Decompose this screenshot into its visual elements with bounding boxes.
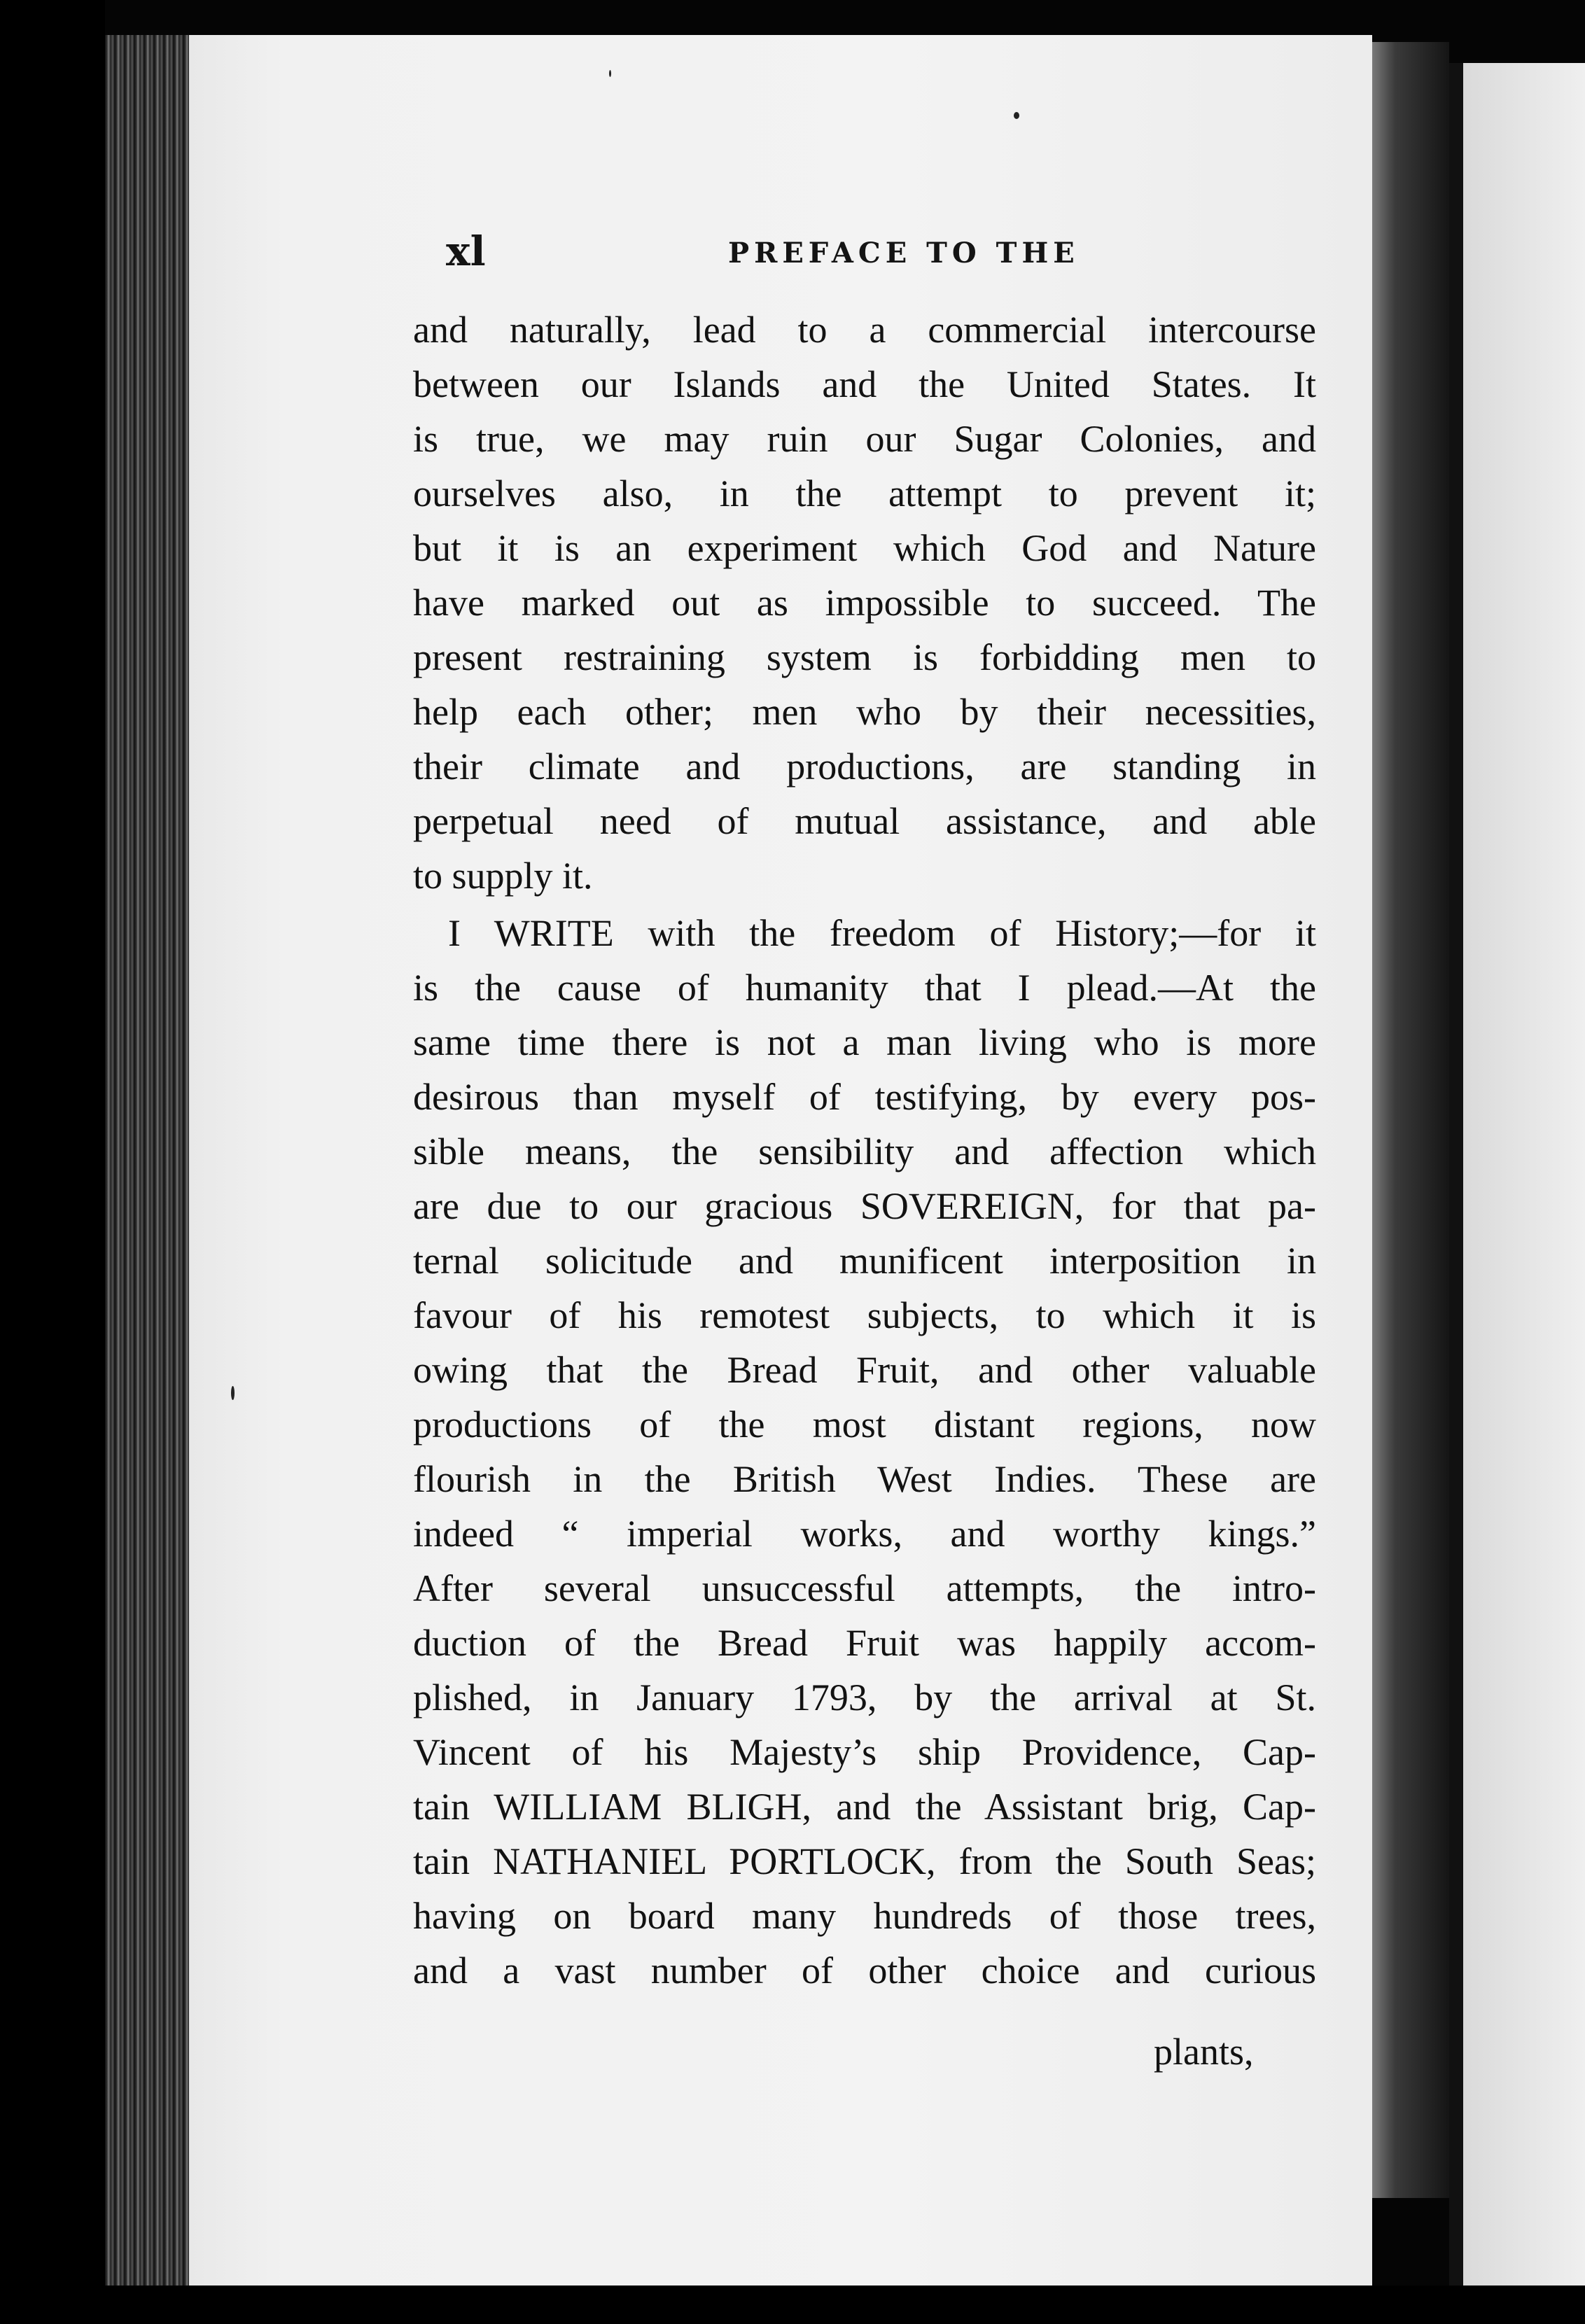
text-line: to supply it. [413, 855, 593, 897]
text-line: tain WILLIAM BLIGH, and the Assistant brig, Cap- [413, 1786, 1316, 1828]
text-line: same time there is not a man living who is more [413, 1021, 1316, 1063]
text-line: is the cause of humanity that I plead.—At the [413, 967, 1316, 1009]
text-line: is true, we may ruin our Sugar Colonies, and [413, 418, 1316, 460]
text-line: tain NATHANIEL PORTLOCK, from the South Seas; [413, 1840, 1316, 1882]
ink-speck [231, 1386, 235, 1400]
paragraph-first-line: I WRITE with the freedom of History;—for it [448, 912, 1316, 954]
text-line: are due to our gracious SOVEREIGN, for that pa- [413, 1185, 1316, 1227]
text-line: indeed “ imperial works, and worthy kings.” [413, 1513, 1316, 1555]
text-line: desirous than myself of testifying, by every pos- [413, 1076, 1316, 1118]
facing-page-edge [1449, 63, 1463, 2289]
text-line: flourish in the British West Indies. These are [413, 1458, 1316, 1500]
scan-bottom-margin [0, 2286, 1585, 2324]
catchword: plants, [1154, 2031, 1254, 2073]
text-line: owing that the Bread Fruit, and other valuable [413, 1349, 1316, 1391]
text-line: duction of the Bread Fruit was happily accom- [413, 1622, 1316, 1664]
text-line: ourselves also, in the attempt to prevent it; [413, 472, 1316, 514]
text-line: perpetual need of mutual assistance, and able [413, 800, 1316, 842]
text-line: and naturally, lead to a commercial intercourse [413, 309, 1316, 351]
text-line: ternal solicitude and munificent interposition in [413, 1240, 1316, 1282]
text-line: have marked out as impossible to succeed. The [413, 582, 1316, 624]
facing-page-sliver [1463, 63, 1585, 2289]
text-line: After several unsuccessful attempts, the intro- [413, 1567, 1316, 1609]
text-line: but it is an experiment which God and Nature [413, 527, 1316, 569]
page-edge-stack [105, 35, 189, 2286]
text-line: sible means, the sensibility and affection which [413, 1130, 1316, 1172]
page-number: xl [446, 227, 486, 275]
scan-left-margin [0, 0, 105, 2324]
text-line: between our Islands and the United States. It [413, 363, 1316, 405]
running-head-title: PREFACE TO THE [728, 237, 1080, 270]
text-line: and a vast number of other choice and curious [413, 1949, 1316, 1991]
text-line: Vincent of his Majesty’s ship Providence, Cap- [413, 1731, 1316, 1773]
body-text [413, 308, 1316, 2100]
text-line: plished, in January 1793, by the arrival at St. [413, 1676, 1316, 1718]
gutter-shadow [1372, 42, 1449, 2198]
text-line: productions of the most distant regions, now [413, 1404, 1316, 1446]
text-line: present restraining system is forbidding men to [413, 636, 1316, 678]
text-line: help each other; men who by their necessities, [413, 691, 1316, 733]
ink-speck [609, 70, 611, 77]
text-line: their climate and productions, are standing in [413, 746, 1316, 788]
text-line: favour of his remotest subjects, to which it is [413, 1294, 1316, 1336]
text-line: having on board many hundreds of those trees, [413, 1895, 1316, 1937]
ink-speck [1014, 112, 1019, 119]
